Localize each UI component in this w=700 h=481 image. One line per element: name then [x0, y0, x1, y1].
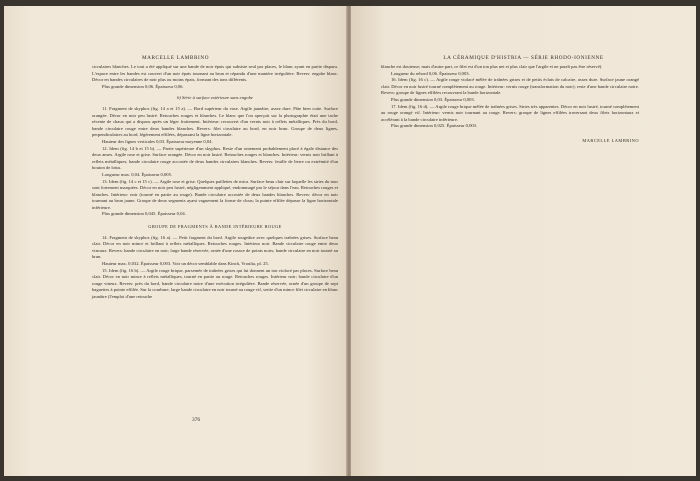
entry-13: 13. Idem (fig. 14 c et 15 c). — Argile rose et grise. Quelques paillettes de mica. Surface beau clair sur laquelle les stries du tour sont fortement marquées. Décor en noir peu lustré, négligemment appliqué, endommagé par le séjour dans l'eau. Retouches rouges et blanches. Intérieur: noir (tourné en partie au rouge). Bande circulaire accostée de deux bandes blanches. Revers: décor en noir tournant au brun jaune. Groupe de deux segments ayant vaguement la forme de clous; la pointe effilée dépasse la ligne horizontale inférieure.: [92, 178, 338, 210]
section-subheading: b) Série à surface extérieure sans engobe: [177, 95, 253, 101]
intro-paragraph: circulaires blanches. Le tout a été appliqué sur une bande de noir épais qui subsiste seul par places, le blanc ayant en partie disparu. L'espace entre les bandes est couvert d'un noir épais tournant au brun et répandu d'une manière irrégulière. Revers: engobe blanc. Décor en bandes circulaires de noir plus ou moins épais, formant des tons différents.: [92, 64, 338, 83]
page-number: 376: [192, 417, 201, 423]
left-page: [4, 6, 347, 476]
intro-dimensions: Plus grande dimension 0,06. Épaisseur 0,06.: [102, 83, 184, 89]
entry-17-dimensions: Plus grande dimension 0,025. Épaisseur 0,003.: [391, 123, 478, 129]
entry-12-dimensions: Longueur max. 0,04. Épaisseur 0,005.: [102, 171, 173, 177]
author-signature: MARCELLE LAMBRINO: [582, 137, 639, 143]
right-page: [351, 6, 696, 476]
group-heading: GROUPE DE FRAGMENTS À BANDE INTÉRIEURE ROUGE: [148, 224, 282, 230]
entry-11-dimensions: Hauteur des lignes verticales 0,03. Épaisseur moyenne 0,04.: [102, 138, 213, 144]
entry-14-dimensions: Hauteur max. 0,032. Épaisseur 0,003. Voir un décor semblable dans Kinch, Vroulia, pl. 25.: [102, 261, 269, 267]
entry-11: 11. Fragment de skyphos (fig. 14 a et 15 a). — Bord supérieur du vase. Argile jaunâtre, assez dure. Pâte bien cuite. Surface orangée. Décor en noir peu lustré. Retouches rouges et blanches. Le blanc que l'on aperçoit sur la photographie était une tache récente de chaux qui a disparu après un léger frottement. Intérieur: recouvert d'un vernis noir à reflets métalliques. Près du bord, bande circulaire rouge entre deux bandes blanches. Revers: filet circulaire au bord, en noir brun. Groupe de deux lignes, perpendiculaires au bord, légèrement effilées, dépassant la ligne horizontale.: [92, 105, 338, 138]
right-page-text: [381, 64, 639, 145]
entry-12: 12. Idem (fig. 14 b et 15 b). — Partie supérieure d'un skyphos. Reste d'un ornement probablement placé à égale distance des deux anses. Argile rose et grise. Surface orangée. Décor en noir lustré. Retouches rouges et blanches. Intérieur: vernis noir brillant à reflets métalliques; bande circulaire rouge accostée de deux bandes circulaires blanches. Revers: feuille de lierre ou extrémité d'un bouton de lotus.: [92, 145, 338, 171]
entry-14: 14. Fragment de skyphos (fig. 16 a). — Petit fragment du bord. Argile rougeâtre avec quelques traînées grises. Surface beau clair. Décor en noir mince et brillant à reflets métalliques. Retouches rouges. Intérieur noir. Bande circulaire rouge entre deux vincaux. Revers: bande circulaire en noir; large bande réservée, ornée d'une rosace de points noirs; bande circulaire en noir tourné au brun.: [92, 234, 338, 260]
left-running-head: MARCELLE LAMBRINO: [141, 55, 210, 61]
entry-15-continued: blanche est douteuse; mais d'autre part, ce filet est d'un ton plus net et plus clair que l'argile et ne paraît pas être réservé).: [381, 64, 603, 69]
entry-15: 15. Idem (fig. 16 b). — Argile rouge brique, parsemée de traînées grises qui lui donnent un ton violacé par places. Surface beau clair. Décor en noir mince à reflets métalliques, tourné en partie au rouge. Retouches rouges. Intérieur noir; bande circulaire d'un rouge vineux. Revers: près du bord, bande circulaire noire d'une exécution irrégulière. Bande réservée, ornée d'un groupe de sept baguettes à pointe effilée. Sur la courbure, large bande circulaire en noir tourné au rouge vif, sertie d'un mince filet circulaire en blanc jaunâtre (l'emploi d'une retouche: [92, 267, 338, 299]
entry-13-dimensions: Plus grande dimension 0,045. Épaisseur 0,04.: [102, 211, 186, 217]
entry-17: 17. Idem (fig. 16 d). — Argile rouge brique mêlée de traînées grises. Stries très apparentes. Décor en noir lustré, tourné complètement au rouge orangé vif. Intérieur: vernis noir tournant au rouge. Revers: groupe de lignes effilées traversant deux filets horizontaux et accélérant à la bande circulaire inférieure.: [381, 103, 639, 122]
entry-16-dimensions: Plus grande dimension 0,03. Épaisseur 0,003.: [391, 96, 475, 102]
entry-16: 16. Idem (fig. 16 c). — Argile rouge violacé mêlée de traînées grises et de petits éclats de calcaire, assez dure. Surface jaune orangé clair. Décor en noir lustré tourné complètement au rouge. Intérieur: vernis rouge (transformation du noir); reste d'une bande circulaire noire. Revers: groupe de lignes effilées recouvrant la bande horizontale.: [381, 77, 639, 96]
entry-15-dimensions: Longueur du rebord 0,06. Épaisseur 0,003.: [391, 70, 470, 76]
right-running-head: LA CÉRAMIQUE D'HISTRIA — SÉRIE RHODO-IONIENNE: [443, 55, 604, 61]
left-page-text: [92, 64, 338, 301]
